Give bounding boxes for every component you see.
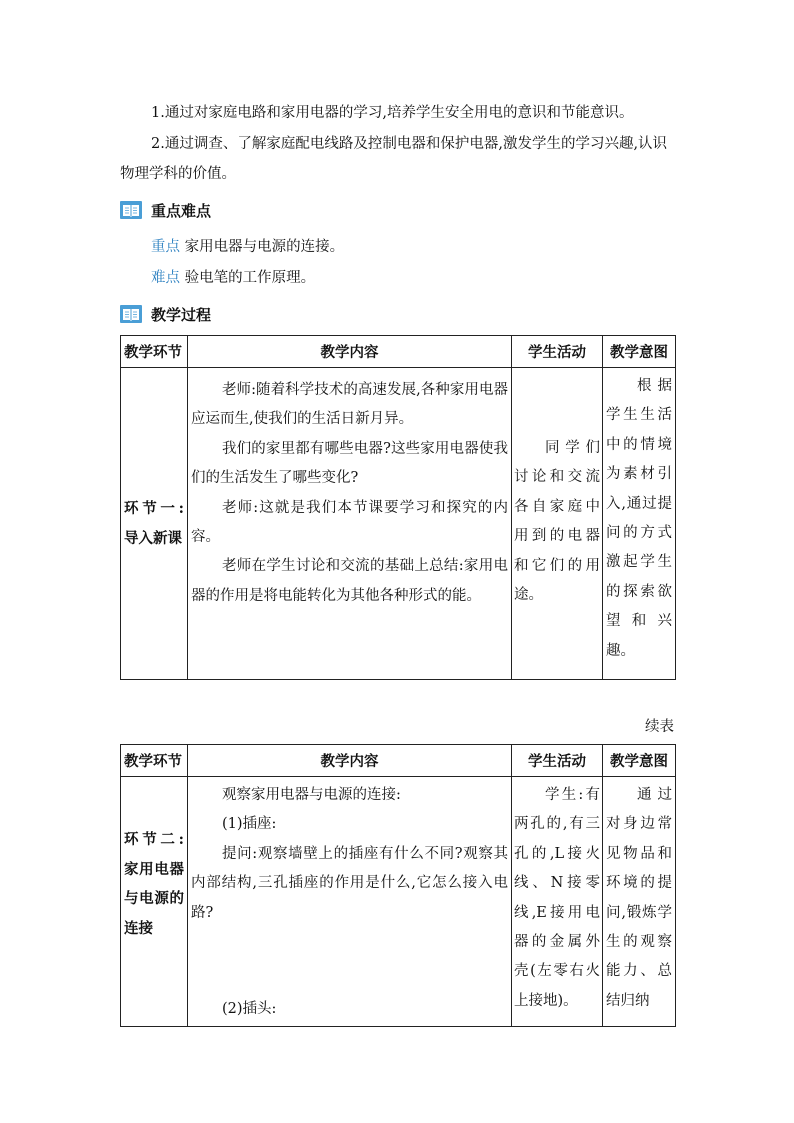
content-paragraph: 老师:随着科学技术的高速发展,各种家用电器应运而生,使我们的生活日新月异。 [191, 382, 508, 428]
table-row [121, 777, 676, 1027]
activity-cell [512, 777, 603, 1027]
header-intent: 教学意图 [603, 745, 676, 777]
section-title-key: 重点难点 [151, 201, 212, 220]
table-row [121, 368, 676, 680]
difficult-point [151, 267, 315, 289]
process-table-2 [120, 744, 676, 1027]
section-process [120, 302, 211, 326]
content-cell [188, 368, 512, 680]
stage-cell [121, 368, 188, 680]
activity-text: 学生:有两孔的,有三孔的,L接火线、N接零线,E接用电器的金属外壳(左零右火上接地)。 [514, 787, 600, 1009]
content-paragraph: 老师在学生讨论和交流的基础上总结:家用电器的作用是将电能转化为其他各种形式的能。 [191, 558, 508, 604]
content-item-plug: (2)插头: [222, 1000, 277, 1017]
key-point [151, 236, 344, 258]
continued-label: 续表 [645, 719, 674, 735]
section-key-points [120, 198, 211, 222]
header-content: 教学内容 [188, 336, 512, 368]
header-stage: 教学环节 [121, 745, 188, 777]
header-content: 教学内容 [188, 745, 512, 777]
stage-text: 环节二:家用电器与电源的连接 [124, 831, 184, 937]
header-activity: 学生活动 [512, 745, 603, 777]
key-point-label: 重点 [151, 239, 180, 255]
table-header-row [121, 745, 676, 777]
difficult-point-label: 难点 [151, 270, 180, 286]
difficult-point-text: 验电笔的工作原理。 [184, 270, 316, 286]
content-paragraph: 老师:这就是我们本节课要学习和探究的内容。 [191, 499, 508, 546]
header-intent: 教学意图 [603, 336, 676, 368]
header-activity: 学生活动 [512, 336, 603, 368]
section-title-process: 教学过程 [151, 305, 212, 324]
book-icon [120, 201, 142, 219]
book-icon [120, 305, 142, 323]
table-header-row [121, 336, 676, 368]
goal-2: 2.通过调查、了解家庭配电线路及控制电器和保护电器,激发学生的学习兴趣,认识物理学科的价值。 [120, 136, 668, 182]
content-intro: 观察家用电器与电源的连接: [222, 787, 401, 803]
goal-1: 1.通过对家庭电路和家用电器的学习,培养学生安全用电的意识和节能意识。 [151, 105, 634, 121]
activity-text: 同学们讨论和交流各自家庭中用到的电器和它们的用途。 [514, 440, 600, 604]
intent-text: 通过对身边常见物品和环境的提问,锻炼学生的观察能力、总结归纳 [606, 787, 672, 1009]
intent-cell [603, 777, 676, 1027]
content-cell [188, 777, 512, 1027]
content-question: 提问:观察墙壁上的插座有什么不同?观察其内部结构,三孔插座的作用是什么,它怎么接入电路? [191, 845, 508, 921]
intent-cell [603, 368, 676, 680]
header-stage: 教学环节 [121, 336, 188, 368]
intent-text: 根据学生生活中的情境为素材引入,通过提问的方式激起学生的探索欲望和兴趣。 [606, 378, 672, 659]
activity-cell [512, 368, 603, 680]
stage-cell [121, 777, 188, 1027]
key-point-text: 家用电器与电源的连接。 [184, 239, 345, 255]
content-paragraph: 我们的家里都有哪些电器?这些家用电器使我们的生活发生了哪些变化? [191, 440, 508, 487]
process-table-1 [120, 335, 676, 680]
stage-text: 环节一:导入新课 [124, 500, 184, 547]
content-item-socket: (1)插座: [222, 816, 277, 833]
